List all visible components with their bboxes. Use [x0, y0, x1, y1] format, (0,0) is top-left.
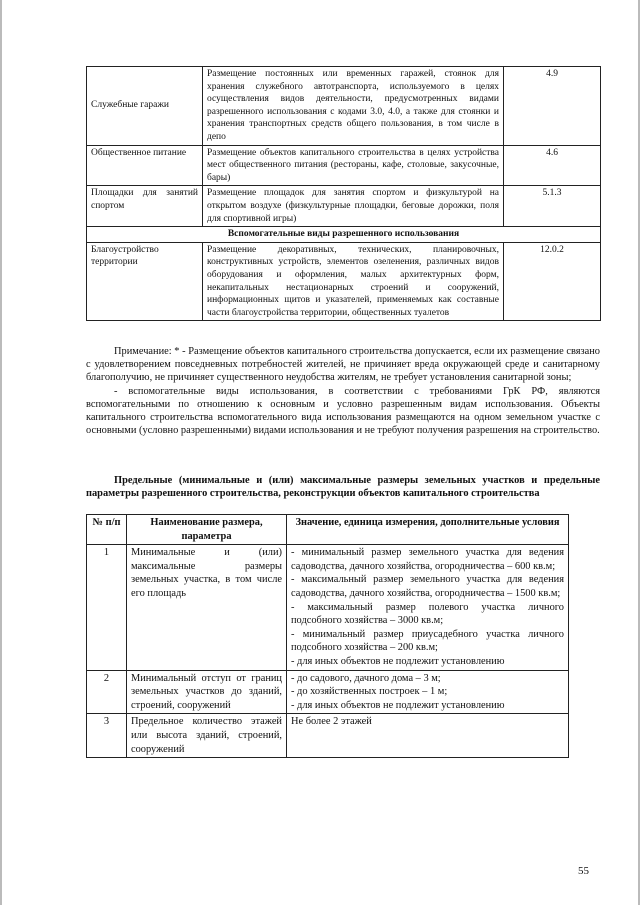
parameter-value: Не более 2 этажей [291, 716, 372, 728]
use-code: 5.1.3 [504, 186, 601, 227]
parameter-name: Минимальный отступ от границ земельных участков до зданий, строений, сооружений [127, 670, 287, 714]
parameter-value: - максимальный размер полевого участка личного подсобного хозяйства – 3000 кв.м; [291, 601, 564, 627]
parameters-table [86, 514, 569, 758]
table-row [87, 145, 601, 186]
use-name: Общественное питание [87, 145, 203, 186]
parameter-value: - для иных объектов не подлежит установлению [291, 699, 505, 711]
section-heading [86, 474, 600, 500]
use-name: Служебные гаражи [87, 67, 203, 146]
use-description: Размещение объектов капитального строительства в целях устройства мест общественного питания (рестораны, кафе, столовые, закусочные, бары) [203, 145, 504, 186]
table-row [87, 67, 601, 146]
table-row [87, 714, 569, 758]
table-header-row [87, 515, 569, 545]
parameter-values [287, 545, 569, 670]
parameter-value: - максимальный размер земельного участка для ведения садоводства, дачного хозяйства, огородничества – 1500 кв.м; [291, 574, 564, 599]
table-row [87, 670, 569, 714]
parameter-value: - минимальный размер земельного участка для ведения садоводства, дачного хозяйства, огородничества – 600 кв.м; [291, 547, 564, 572]
parameter-value: - до садового, дачного дома – 3 м; [291, 672, 441, 684]
auxiliary-uses-subheader: Вспомогательные виды разрешенного использования [87, 227, 601, 243]
note-paragraph: - вспомогательные виды использования, в соответствии с требованиями ГрК РФ, являются вспомогательными по отношению к основным и условно разрешенным видам использования. Объекты капитального строительства вспомогательного вида использования размещаются на одном земельном участке с основными (условно разрешенными) видами использования и не требуют получения разрешения на строительство. [86, 385, 600, 437]
use-name: Площадки для занятий спортом [87, 186, 203, 227]
column-header-number: № п/п [87, 515, 127, 545]
parameter-value: - до хозяйственных построек – 1 м; [291, 686, 448, 698]
row-number: 2 [87, 670, 127, 714]
column-header-value: Значение, единица измерения, дополнительные условия [287, 515, 569, 545]
use-name: Благоустройство территории [87, 242, 203, 321]
parameter-values [287, 670, 569, 714]
table-row [87, 242, 601, 321]
use-description: Размещение постоянных или временных гаражей, стоянок для хранения служебного автотранспорта, используемого в целях осуществления видов деятельности, предусмотренных видами разрешенного использования с кодами 3.0, 4.0, а также для стоянки и хранения транспортных средств общего пользования, в том числе в депо [203, 67, 504, 146]
scan-edge-left [0, 0, 2, 905]
row-number: 3 [87, 714, 127, 758]
parameter-values [287, 714, 569, 758]
parameter-value: - минимальный размер приусадебного участка личного подсобного хозяйства – 200 кв.м; [291, 628, 564, 654]
column-header-name: Наименование размера, параметра [127, 515, 287, 545]
page-number: 55 [578, 865, 589, 877]
table-subheader-row [87, 227, 601, 243]
row-number: 1 [87, 545, 127, 670]
use-code: 12.0.2 [504, 242, 601, 321]
table-row [87, 545, 569, 670]
use-code: 4.9 [504, 67, 601, 146]
parameter-name: Предельное количество этажей или высота зданий, строений, сооружений [127, 714, 287, 758]
section-heading-text: Предельные (минимальные и (или) максимальные размеры земельных участков и предельные параметры разрешенного строительства, реконструкции объектов капитального строительства [86, 475, 600, 500]
use-description: Размещение декоративных, технических, планировочных, конструктивных устройств, элементов озеленения, различных видов оборудования и оформления, малых архитектурных форм, некапитальных нестационарных строений и сооружений, информационных щитов и указателей, применяемых как составные части благоустройства территории, общественных туалетов [203, 242, 504, 321]
land-use-table [86, 66, 601, 321]
parameter-name: Минимальные и (или) максимальные размеры земельных участка, в том числе его площадь [127, 545, 287, 670]
use-description: Размещение площадок для занятия спортом и физкультурой на открытом воздухе (физкультурные площадки, беговые дорожки, поля для спортивной игры) [203, 186, 504, 227]
note-paragraph: Примечание: * - Размещение объектов капитального строительства допускается, если их размещение связано с удовлетворением повседневных потребностей жителей, не причиняет вреда окружающей среде и санитарному благополучию, не причиняет существенного неудобства жителям, не требует установления санитарной зоны; [86, 346, 600, 384]
table-row [87, 186, 601, 227]
notes-section [86, 345, 600, 437]
parameter-value: - для иных объектов не подлежит установлению [291, 655, 505, 667]
use-code: 4.6 [504, 145, 601, 186]
